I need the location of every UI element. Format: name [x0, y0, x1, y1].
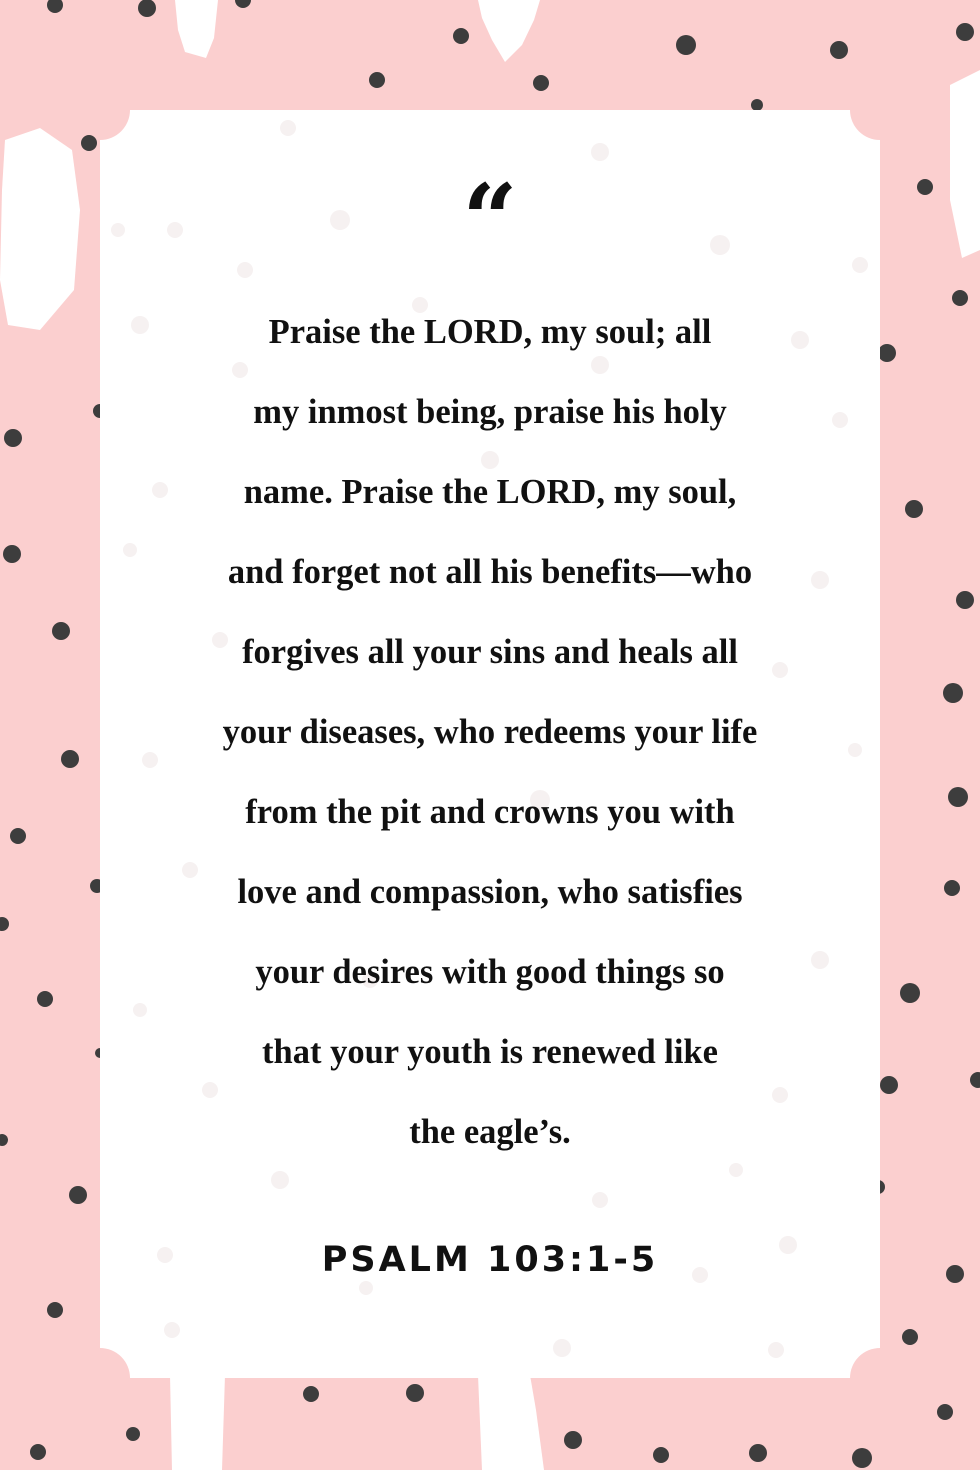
quote-line: from the pit and crowns you with [245, 793, 735, 831]
quote-line: my inmost being, praise his holy [253, 393, 727, 431]
quote-line: your desires with good things so [255, 953, 725, 991]
opening-quote-mark: “ [462, 163, 518, 276]
quote-line: forgives all your sins and heals all [242, 633, 738, 671]
quote-line: that your youth is renewed like [262, 1033, 718, 1071]
psalm-citation: PSALM 103:1-5 [321, 1240, 659, 1280]
quote-line: name. Praise the LORD, my soul, [243, 473, 737, 511]
quote-line: and forget not all his benefits—who [227, 553, 753, 591]
quote-line: the eagle’s. [409, 1113, 571, 1151]
quote-line: your diseases, who redeems your life [222, 713, 758, 751]
quote-line: love and compassion, who satisfies [237, 873, 743, 911]
psalm-quote-text [170, 292, 810, 1172]
quote-line: Praise the LORD, my soul; all [268, 313, 712, 351]
